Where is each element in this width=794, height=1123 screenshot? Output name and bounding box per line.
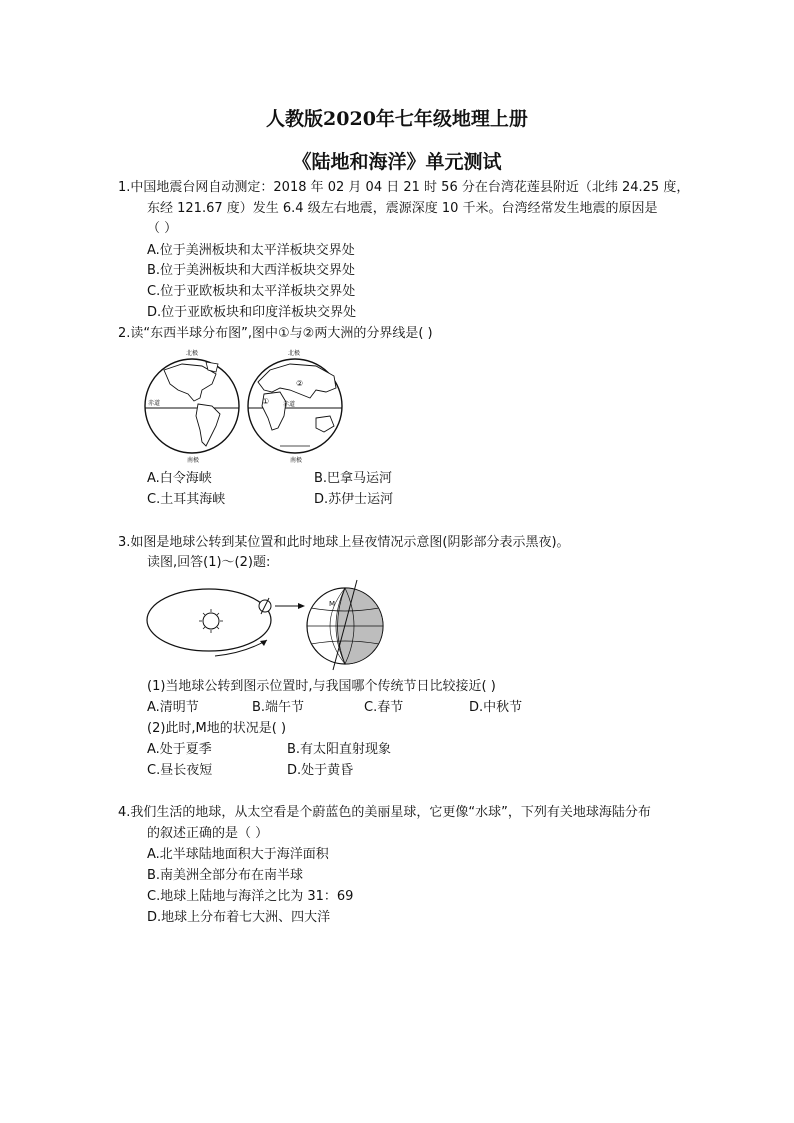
q3-sub2-option-b: B.有太阳直射现象 [287,742,392,757]
east-equator-label: 赤道 [283,401,296,408]
q3-sub1-option-b: B.端午节 [252,700,305,715]
q3-sub2-option-a: A.处于夏季 [147,742,212,757]
q3-stem-2: 读图,回答(1)～(2)题: [147,555,271,570]
q1-option-b: B.位于美洲板块和大西洋板块交界处 [147,263,356,278]
orbit-direction-arrow [215,640,267,656]
page-subtitle: 《陆地和海洋》单元测试 [292,151,502,173]
q2-option-d: D.苏伊士运河 [314,492,394,507]
q1-stem-line1: 1.中国地震台网自动测定：2018 年 02 月 04 日 21 时 56 分在台湾花莲县附近（北纬 24.25 度， [118,180,690,195]
continent-mark-1: ① [262,397,270,406]
q1-answer-blank: （ ） [147,221,178,236]
page-title: 人教版2020年七年级地理上册 [266,108,528,130]
q1-stem-line2: 东经 121.67 度）发生 6.4 级左右地震，震源深度 10 千米。台湾经常发生地震的原因是 [147,201,658,216]
sun-icon [199,609,223,633]
west-equator-label: 赤道 [148,400,161,407]
m-point-label: M [329,600,336,608]
west-south-pole-label: 南极 [187,457,200,464]
q3-sub1-option-c: C.春节 [364,700,404,715]
q3-stem: 3.如图是地球公转到某位置和此时地球上昼夜情况示意图(阴影部分表示黑夜)。 [118,535,570,550]
q1-option-a: A.位于美洲板块和太平洋板块交界处 [147,243,355,258]
q1-option-c: C.位于亚欧板块和太平洋板块交界处 [147,284,356,299]
continent-mark-2: ② [296,379,304,388]
q1-option-d: D.位于亚欧板块和印度洋板块交界处 [147,305,357,320]
east-south-pole-label: 南极 [290,457,303,464]
q3-sub2-option-c: C.昼长夜短 [147,763,213,778]
q4-stem-line1: 4.我们生活的地球，从太空看是个蔚蓝色的美丽星球，它更像“水球”，下列有关地球海陆分布 [118,805,651,820]
q4-stem-line2: 的叙述正确的是（ ） [147,826,269,841]
q4-option-c: C.地球上陆地与海洋之比为 31：69 [147,889,354,904]
q2-stem: 2.读“东西半球分布图”,图中①与②两大洲的分界线是( ) [118,326,433,341]
q3-sub2-option-d: D.处于黄昏 [287,763,354,778]
q3-sub2-stem: (2)此时,M地的状况是( ) [147,721,287,736]
q2-option-b: B.巴拿马运河 [314,471,393,486]
west-north-pole-label: 北极 [186,350,199,357]
q4-option-b: B.南美洲全部分布在南半球 [147,868,304,883]
q4-option-a: A.北半球陆地面积大于海洋面积 [147,847,329,862]
q3-sub1-stem: (1)当地球公转到图示位置时,与我国哪个传统节日比较接近( ) [147,679,496,694]
q3-sub1-option-a: A.清明节 [147,700,199,715]
east-north-pole-label: 北极 [288,350,301,357]
day-night-globe [307,580,383,670]
q3-sub1-option-d: D.中秋节 [469,700,523,715]
q2-option-c: C.土耳其海峡 [147,492,226,507]
q4-option-d: D.地球上分布着七大洲、四大洋 [147,910,331,925]
revolution-diagram [145,578,395,678]
q2-option-a: A.白令海峡 [147,471,212,486]
hemisphere-map [140,346,350,466]
